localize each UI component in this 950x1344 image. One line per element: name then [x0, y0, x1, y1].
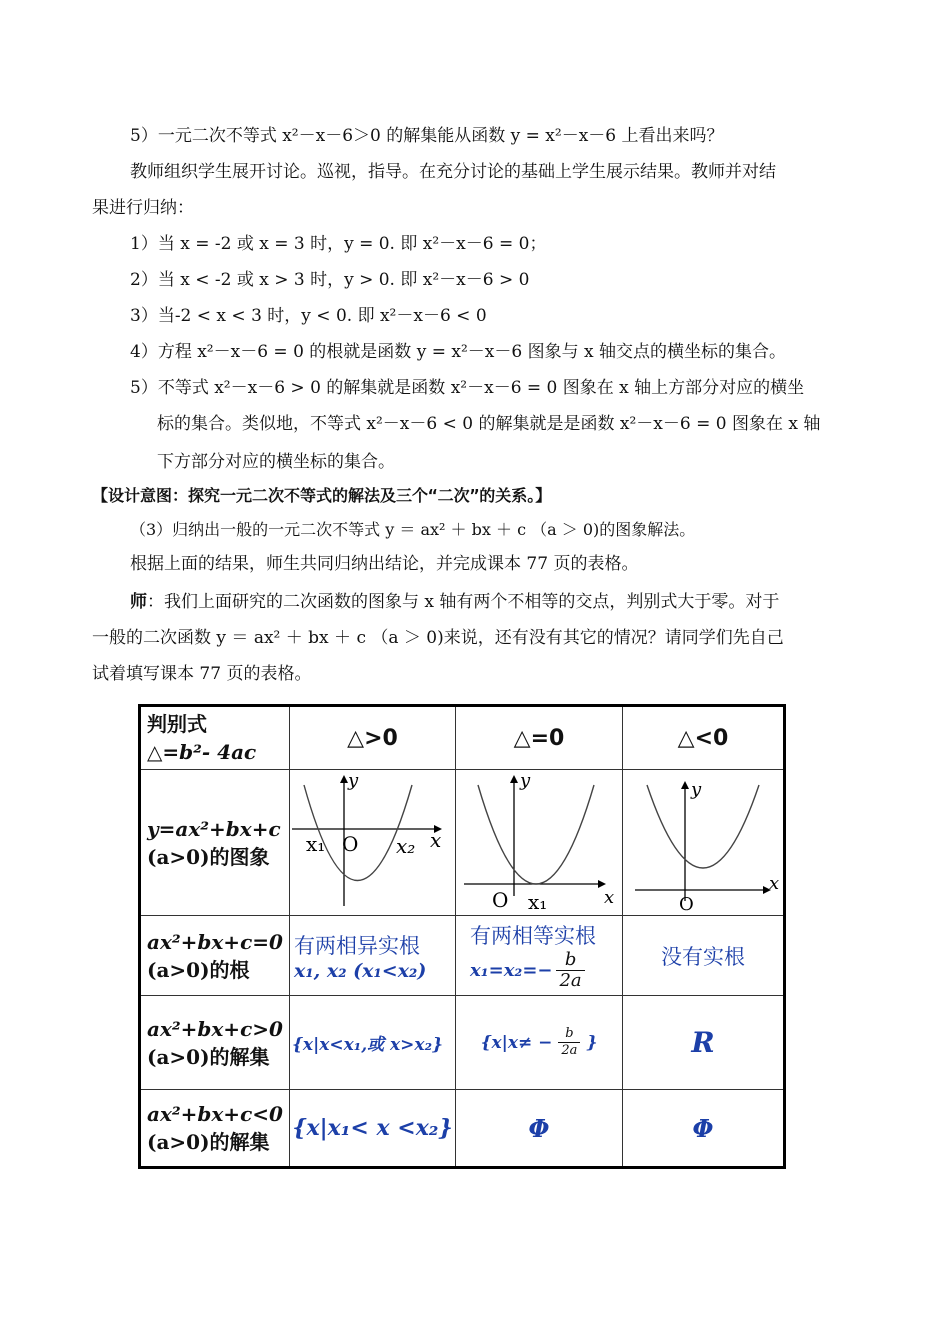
gt-row-label	[140, 996, 290, 1090]
lt-label-line-2: (a>0)的解集	[147, 1130, 270, 1154]
fraction-numerator: b	[564, 949, 577, 970]
fraction-denominator: 2a	[556, 970, 584, 991]
roots-row-label	[140, 916, 290, 996]
fraction-denominator: 2a	[558, 1042, 580, 1059]
question-5: 5）一元二次不等式 x²－x－6＞0 的解集能从函数 y = x²－x－6 上看出来吗？	[130, 126, 724, 146]
y-axis-arrow-icon	[340, 775, 348, 783]
lt-solution-no-roots: Φ	[623, 1090, 785, 1168]
header-row-label	[140, 706, 290, 770]
gt-solution-one-root-formula	[456, 1026, 622, 1059]
result-1: 1）当 x = -2 或 x = 3 时，y = 0. 即 x²－x－6 = 0；	[130, 234, 547, 254]
origin-label: O	[679, 893, 694, 911]
parabola-curve	[647, 785, 759, 868]
lt-label-line-1: ax²+bx+c<0	[147, 1102, 283, 1126]
y-axis-label: y	[520, 770, 531, 791]
parabola-two-roots-graph	[290, 771, 450, 911]
result-4: 4）方程 x²－x－6 = 0 的根就是函数 y = x²－x－6 图象与 x 轴交点的横坐标的集合。	[130, 342, 786, 362]
parabola-curve	[478, 785, 594, 884]
header-delta-positive: △>0	[290, 706, 456, 770]
roots-two-distinct-formula: x₁, x₂ (x₁<x₂)	[294, 959, 427, 982]
parabola-one-root-graph	[456, 771, 616, 911]
design-intent: 【设计意图：探究一元二次不等式的解法及三个“二次”的关系。】	[92, 486, 552, 505]
greater-than-row	[140, 996, 785, 1090]
roots-label-line-1: ax²+bx+c=0	[147, 929, 283, 954]
result-2: 2）当 x < -2 或 x > 3 时，y > 0. 即 x²－x－6 > 0	[130, 270, 530, 290]
root-x1-label: x₁	[528, 889, 548, 911]
result-5-line-2: 标的集合。类似地，不等式 x²－x－6 < 0 的解集就是是函数 x²－x－6 = 0 图象在 x 轴	[157, 414, 821, 434]
roots-two-equal-text: 有两相等实根	[470, 924, 596, 948]
roots-two-distinct	[290, 916, 456, 996]
discriminant-table	[138, 704, 786, 1169]
gt-one-root-prefix: {x|x≠ −	[480, 1032, 553, 1053]
neg-b-over-2a-fraction	[558, 1026, 580, 1059]
teacher-label: 师	[130, 592, 147, 612]
summary-line: 根据上面的结果，师生共同归纳出结论，并完成课本 77 页的表格。	[130, 554, 639, 574]
root-x1-label: x₁	[306, 831, 326, 856]
y-axis-arrow-icon	[510, 775, 518, 783]
result-5-line-3: 下方部分对应的横坐标的集合。	[157, 452, 395, 472]
lt-solution-one-root: Φ	[456, 1090, 623, 1168]
result-5-line-1: 5）不等式 x²－x－6 > 0 的解集就是函数 x²－x－6 = 0 图象在 x 轴上方部分对应的横坐	[130, 378, 805, 398]
roots-label-line-2: (a>0)的根	[147, 957, 250, 982]
origin-label: O	[342, 831, 359, 856]
less-than-row	[140, 1090, 785, 1168]
graph-no-roots	[623, 770, 785, 916]
teacher-guide-line-1: 教师组织学生展开讨论。巡视，指导。在充分讨论的基础上学生展示结果。教师并对结	[130, 162, 776, 182]
table-header-row	[140, 706, 785, 770]
gt-solution-no-roots: R	[623, 996, 785, 1090]
teacher-line-3: 试着填写课本 77 页的表格。	[92, 664, 312, 684]
root-x2-label: x₂	[396, 833, 416, 858]
roots-two-equal-lhs: x₁=x₂=−	[470, 960, 553, 981]
roots-none: 没有实根	[623, 916, 785, 996]
lt-solution-two-roots: {x|x₁< x <x₂}	[290, 1090, 456, 1168]
header-label-line-2: △=b²- 4ac	[147, 740, 257, 764]
origin-label: O	[492, 887, 509, 911]
header-label-line-1: 判别式	[147, 712, 207, 736]
gt-label-line-1: ax²+bx+c>0	[147, 1016, 283, 1041]
neg-b-over-2a-fraction	[556, 950, 584, 991]
fraction-numerator: b	[565, 1026, 574, 1041]
roots-two-distinct-text: 有两相异实根	[294, 933, 420, 958]
graph-label-line-1: y=ax²+bx+c	[147, 816, 281, 841]
result-3: 3）当-2 < x < 3 时，y < 0. 即 x²－x－6 < 0	[130, 306, 487, 326]
graph-row-label	[140, 770, 290, 916]
graph-two-roots	[290, 770, 456, 916]
header-delta-zero: △=0	[456, 706, 623, 770]
graph-label-line-2: (a>0)的图象	[147, 844, 270, 869]
teacher-line-2: 一般的二次函数 y ＝ ax² ＋ bx ＋ c （a ＞ 0)来说，还有没有其它的情况？请同学们先自己	[92, 628, 784, 648]
parabola-no-roots-graph	[623, 771, 781, 911]
teacher-guide-line-2: 果进行归纳：	[92, 198, 194, 218]
teacher-line-1-text: ：我们上面研究的二次函数的图象与 x 轴有两个不相等的交点，判别式大于零。对于	[147, 592, 780, 612]
y-axis-arrow-icon	[681, 781, 689, 789]
roots-two-equal-formula	[470, 950, 622, 991]
gt-label-line-2: (a>0)的解集	[147, 1044, 270, 1069]
x-axis-label: x	[604, 886, 615, 908]
gt-solution-one-root	[456, 996, 623, 1090]
header-delta-negative: △<0	[623, 706, 785, 770]
step-3: （3）归纳出一般的一元二次不等式 y ＝ ax² ＋ bx ＋ c （a ＞ 0)的图象解法。	[130, 520, 696, 539]
y-axis-label: y	[691, 778, 702, 800]
gt-solution-two-roots: {x|x<x₁,或 x>x₂}	[290, 996, 456, 1090]
x-axis-label: x	[769, 872, 780, 894]
graph-row	[140, 770, 785, 916]
roots-two-equal	[456, 916, 623, 996]
roots-row	[140, 916, 785, 996]
x-axis-label: x	[430, 827, 442, 852]
gt-one-root-suffix: }	[586, 1032, 598, 1053]
y-axis-label: y	[348, 770, 359, 791]
teacher-line-1	[130, 590, 779, 614]
graph-one-root	[456, 770, 623, 916]
lt-row-label	[140, 1090, 290, 1168]
